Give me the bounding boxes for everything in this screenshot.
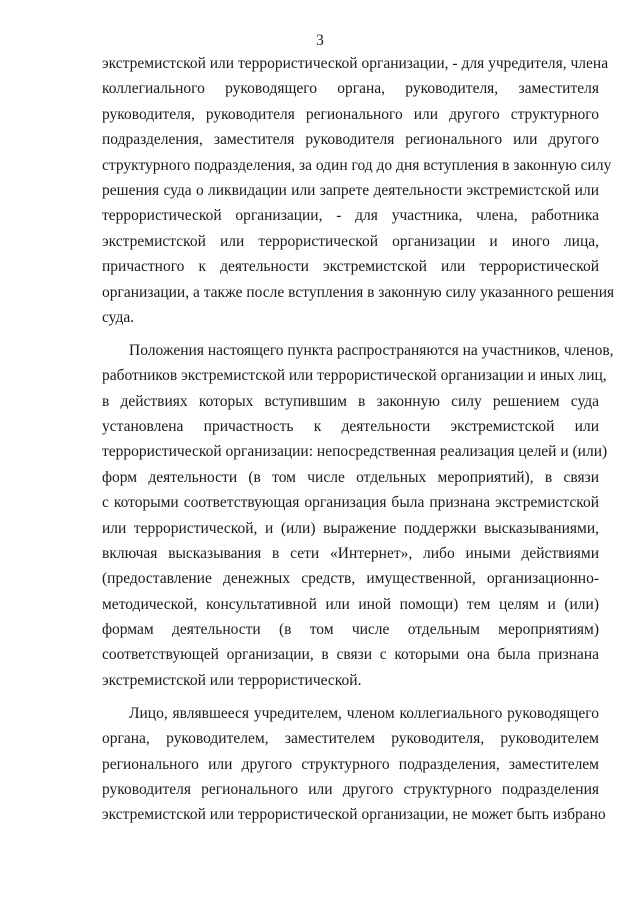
- text-line: формам деятельности (в том числе отдельным мероприятиям): [102, 621, 599, 639]
- paragraph-2: [102, 338, 614, 693]
- text-line: экстремистской или террористической.: [102, 671, 362, 689]
- text-line: (предоставление денежных средств, имущественной, организационно-: [102, 570, 599, 588]
- document-body: [102, 51, 615, 828]
- text-line: причастного к деятельности экстремистской или террористической: [102, 258, 599, 276]
- text-line: экстремистской или террористической организации и иного лица,: [102, 232, 599, 250]
- text-line: установлена причастность к деятельности экстремистской или: [102, 417, 599, 435]
- text-line: экстремистской или террористической организации, не может быть избрано: [102, 806, 606, 824]
- text-line: или террористической, и (или) выражение поддержки высказываниями,: [102, 519, 599, 537]
- text-line: включая высказывания в сети «Интернет», либо иными действиями: [102, 544, 599, 562]
- text-line: суда.: [102, 308, 135, 326]
- text-line: Лицо, являвшееся учредителем, членом коллегиального руководящего: [129, 704, 599, 722]
- paragraph-1: [102, 51, 615, 330]
- text-line: подразделения, заместителя руководителя регионального или другого: [102, 131, 599, 149]
- text-line: Положения настоящего пункта распространяются на участников, членов,: [129, 341, 614, 359]
- text-line: органа, руководителем, заместителем руководителя, руководителем: [102, 730, 599, 748]
- text-line: методической, консультативной или иной помощи) тем целям и (или): [102, 595, 599, 613]
- text-line: решения суда о ликвидации или запрете деятельности экстремистской или: [102, 181, 599, 199]
- page-number: 3: [316, 32, 324, 49]
- text-line: форм деятельности (в том числе отдельных мероприятий), в связи: [102, 468, 599, 486]
- text-line: в действиях которых вступившим в законную силу решением суда: [102, 392, 599, 410]
- text-line: руководителя, руководителя регионального или другого структурного: [102, 105, 599, 123]
- text-line: с которыми соответствующая организация была признана экстремистской: [102, 494, 599, 512]
- text-line: коллегиального руководящего органа, руководителя, заместителя: [102, 80, 599, 98]
- text-line: организации, а также после вступления в законную силу указанного решения: [102, 283, 615, 301]
- text-line: экстремистской или террористической организации, - для учредителя, члена: [102, 55, 609, 72]
- paragraph-gap: [102, 693, 599, 701]
- text-line: руководителя регионального или другого структурного подразделения: [102, 780, 599, 798]
- text-line: регионального или другого структурного подразделения, заместителем: [102, 755, 599, 773]
- paragraph-gap: [102, 330, 599, 338]
- text-line: террористической организации, - для участника, члена, работника: [102, 207, 599, 225]
- text-line: работников экстремистской или террористической организации и иных лиц,: [102, 367, 607, 385]
- text-line: соответствующей организации, в связи с которыми она была признана: [102, 646, 599, 664]
- text-line: террористической организации: непосредственная реализация целей и (или): [102, 443, 608, 461]
- paragraph-3: [102, 701, 606, 828]
- text-line: структурного подразделения, за один год до дня вступления в законную силу: [102, 156, 612, 174]
